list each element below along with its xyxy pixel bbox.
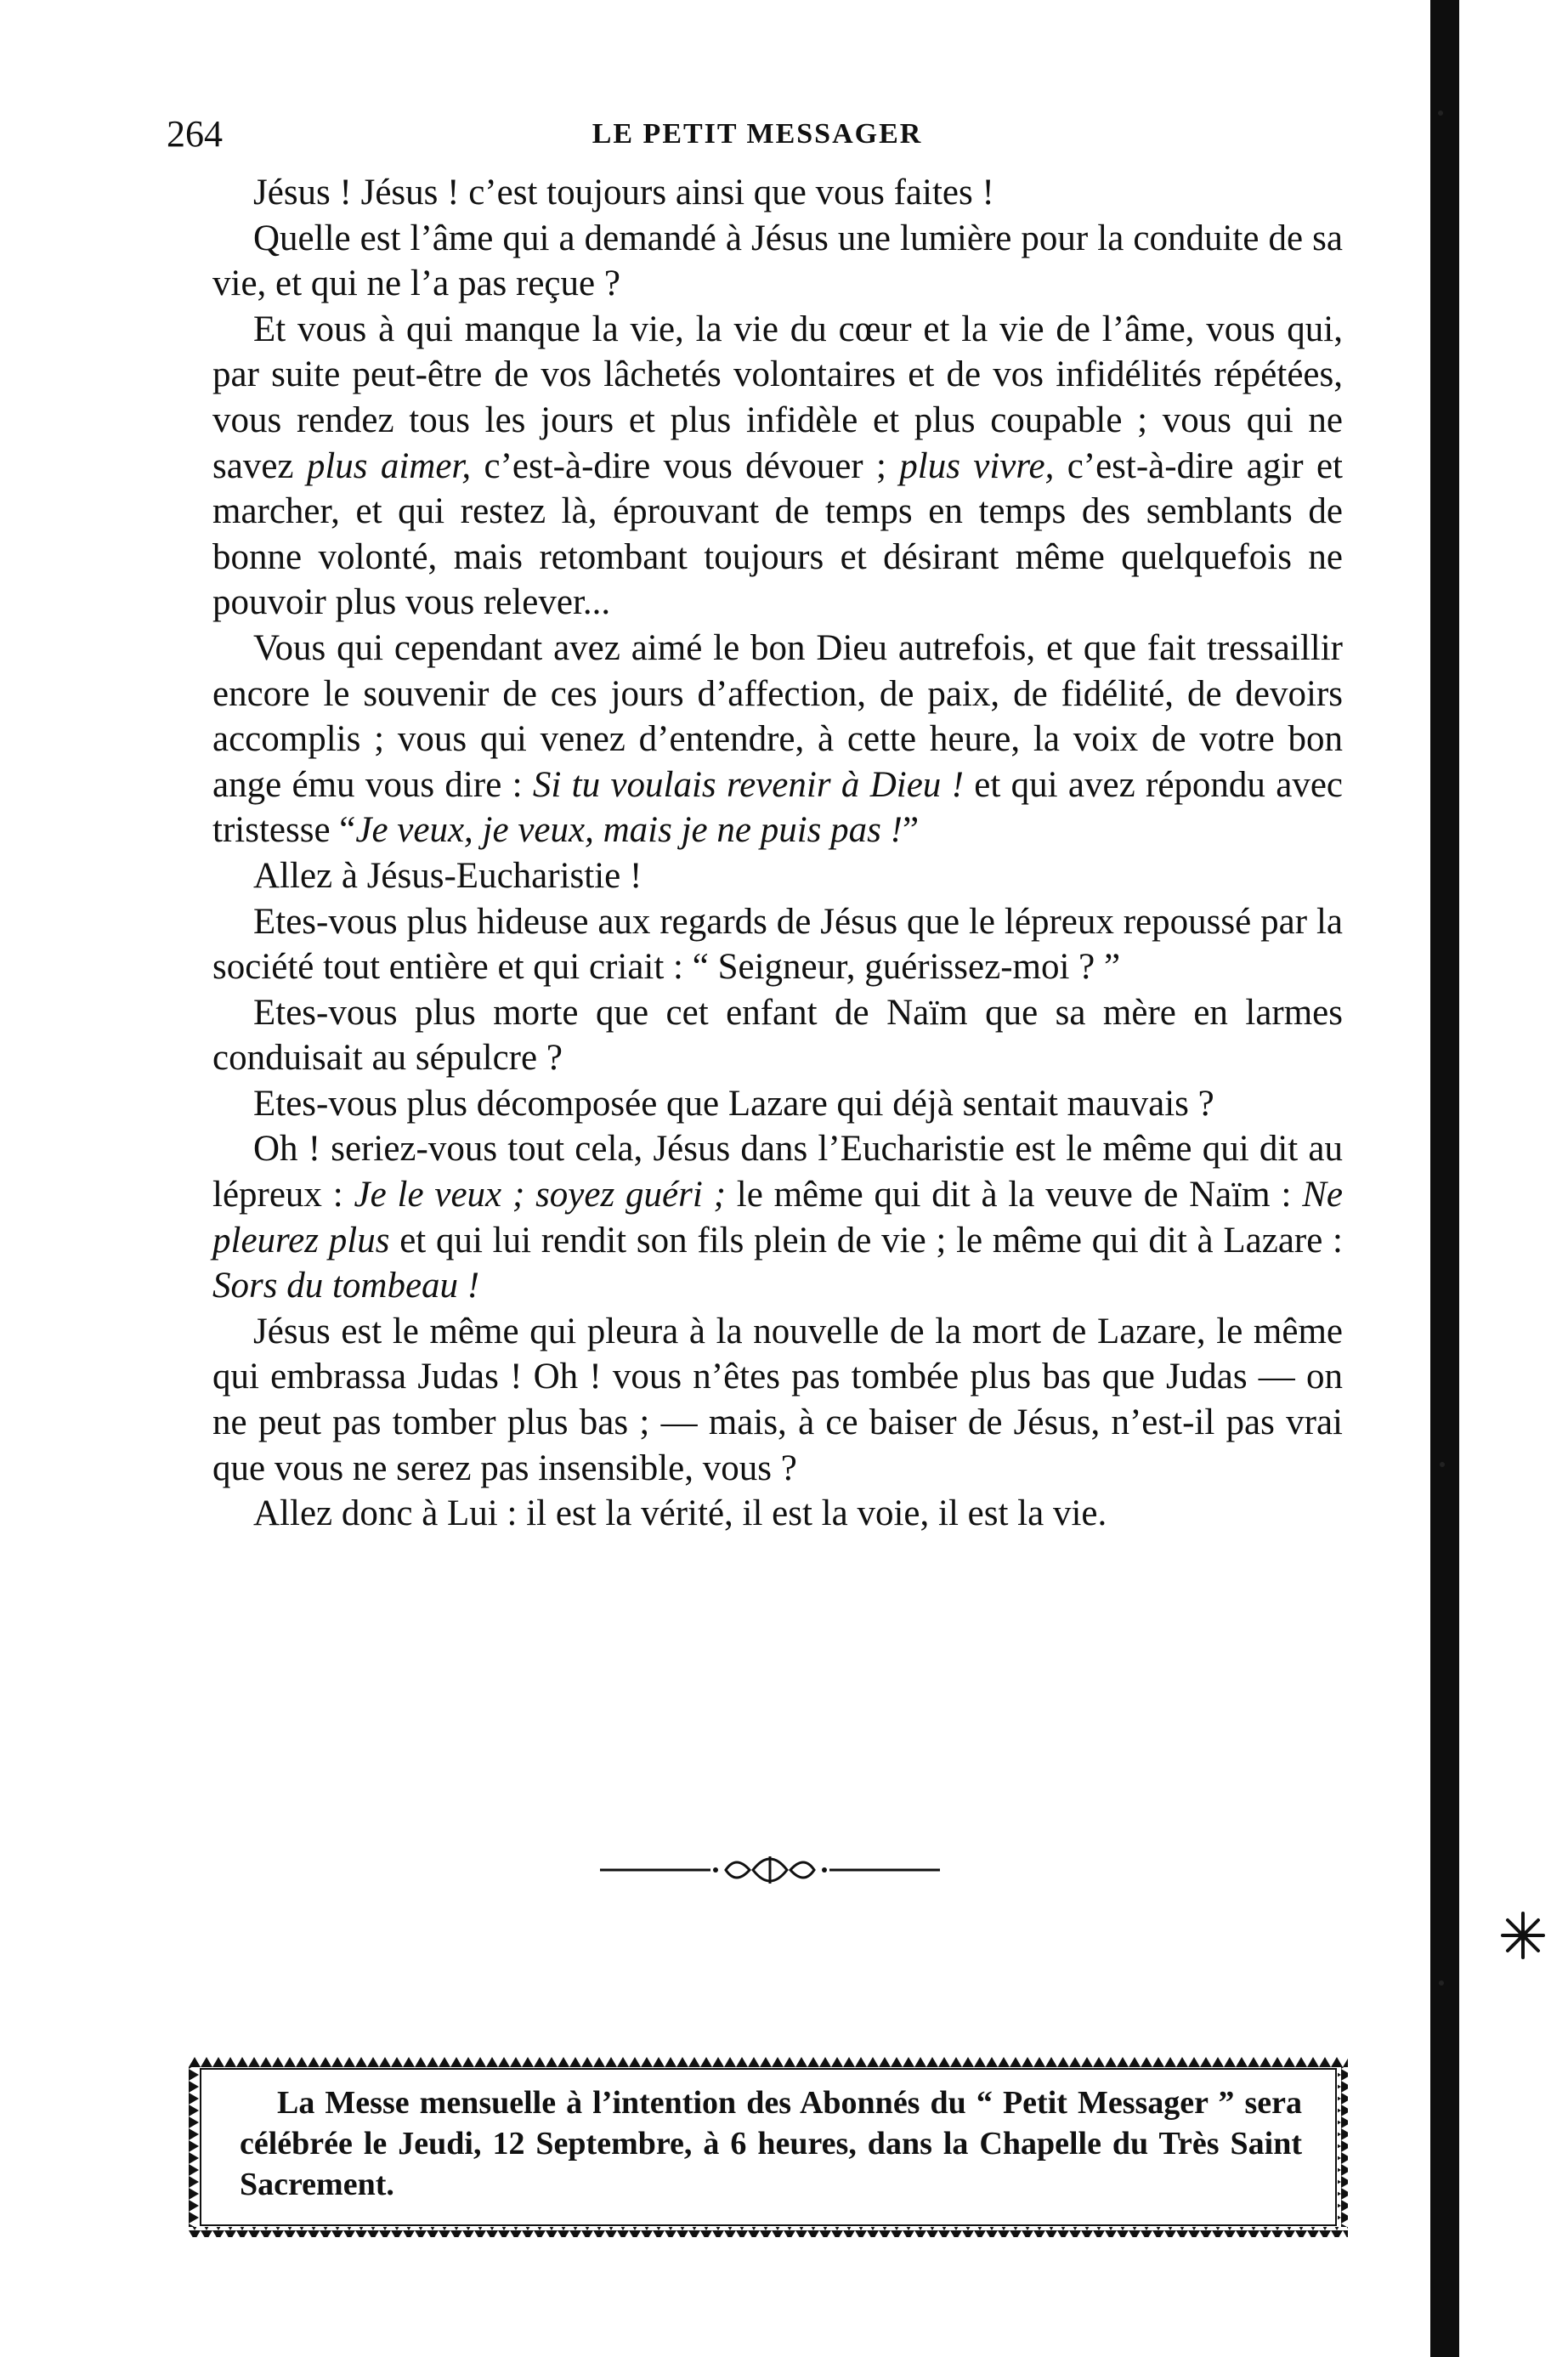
paragraph: Quelle est l’âme qui a demandé à Jésus une lumière pour la conduite de sa vie, et qui ne l’a pas reçue ? <box>212 218 1343 304</box>
page-number: 264 <box>167 113 223 155</box>
notice-text: La Messe mensuelle à l’intention des Abonnés du “ Petit Messager ” sera célébrée le Jeudi, 12 Septembre, à 6 heures, dans la Chapelle du Très Saint Sacrement. <box>240 2085 1302 2202</box>
notice-box <box>189 2057 1348 2237</box>
paragraph: Allez à Jésus-Eucharistie ! <box>253 855 642 896</box>
flourish-ornament-icon <box>600 1844 940 1895</box>
italic-phrase: Sors du tombeau ! <box>212 1266 480 1306</box>
paragraph: Etes-vous plus morte que cet enfant de Naïm que sa mère en larmes conduisait au sépulcre ? <box>212 992 1343 1079</box>
italic-phrase: plus aimer, <box>306 445 472 486</box>
article-body <box>212 170 1343 1537</box>
edge-speck <box>1440 1462 1445 1467</box>
paragraph: Jésus ! Jésus ! c’est toujours ainsi que vous faites ! <box>253 173 994 212</box>
italic-phrase: Je veux, je veux, mais je ne puis pas ! <box>355 810 903 851</box>
paragraph: Allez donc à Lui : il est la vérité, il est la voie, il est la vie. <box>253 1493 1107 1534</box>
journal-title: LE PETIT MESSAGER <box>592 118 923 150</box>
paragraph: Etes-vous plus hideuse aux regards de Jésus que le lépreux repoussé par la société tout entière et qui criait : “ Seigneur, guérissez-moi ? ” <box>212 901 1343 988</box>
edge-speck <box>1439 1980 1444 1986</box>
running-header <box>167 109 1348 160</box>
edge-speck <box>1438 110 1443 116</box>
paragraph: Oh ! seriez-vous tout cela, Jésus dans l’Eucharistie est le même qui dit au lépreux : Je le veux ; soyez guéri ; le même qui dit à la veuve de Naïm : Ne pleurez plus et qui lui rendit son fils plein de vie ; le même qui dit à Lazare : Sors du tombeau ! <box>212 1129 1344 1306</box>
italic-phrase: Ne pleurez plus <box>212 1175 1343 1261</box>
paragraph: Etes-vous plus décomposée que Lazare qui déjà sentait mauvais ? <box>253 1083 1214 1124</box>
paragraph: Et vous à qui manque la vie, la vie du cœur et la vie de l’âme, vous qui, par suite peut-être de vos lâchetés volontaires et de vos infidélités répétées, vous rendez tous les jours et plus infidèle et plus coupable ; vous qui ne savez plus aimer, c’est-à-dire vous dévouer ; plus vivre, c’est-à-dire agir et marcher, et qui restez là, éprouvant de temps en temps des semblants de bonne volonté, mais retombant toujours et désirant même quelquefois ne pouvoir plus vous relever... <box>212 309 1343 623</box>
binding-edge <box>1430 0 1459 2357</box>
paragraph: Vous qui cependant avez aimé le bon Dieu autrefois, et que fait tressaillir encore le souvenir de ces jours d’affection, de paix, de fidélité, de devoirs accomplis ; vous qui venez d’entendre, à cette heure, la voix de votre bon ange ému vous dire : Si tu voulais revenir à Dieu ! et qui avez répondu avec tristesse “Je veux, je veux, mais je ne puis pas !” <box>212 627 1343 851</box>
asterism-icon <box>1496 1908 1550 1963</box>
italic-phrase: Si tu voulais revenir à Dieu ! <box>532 764 964 805</box>
paragraph: Jésus est le même qui pleura à la nouvelle de la mort de Lazare, le même qui embrassa Judas ! Oh ! vous n’êtes pas tombée plus bas que Judas — on ne peut pas tomber plus bas ; — mais, à ce baiser de Jésus, n’est-il pas vrai que vous ne serez pas insensible, vous ? <box>212 1311 1343 1488</box>
italic-phrase: Je le veux ; soyez guéri ; <box>354 1175 726 1215</box>
italic-phrase: plus vivre, <box>899 445 1055 486</box>
